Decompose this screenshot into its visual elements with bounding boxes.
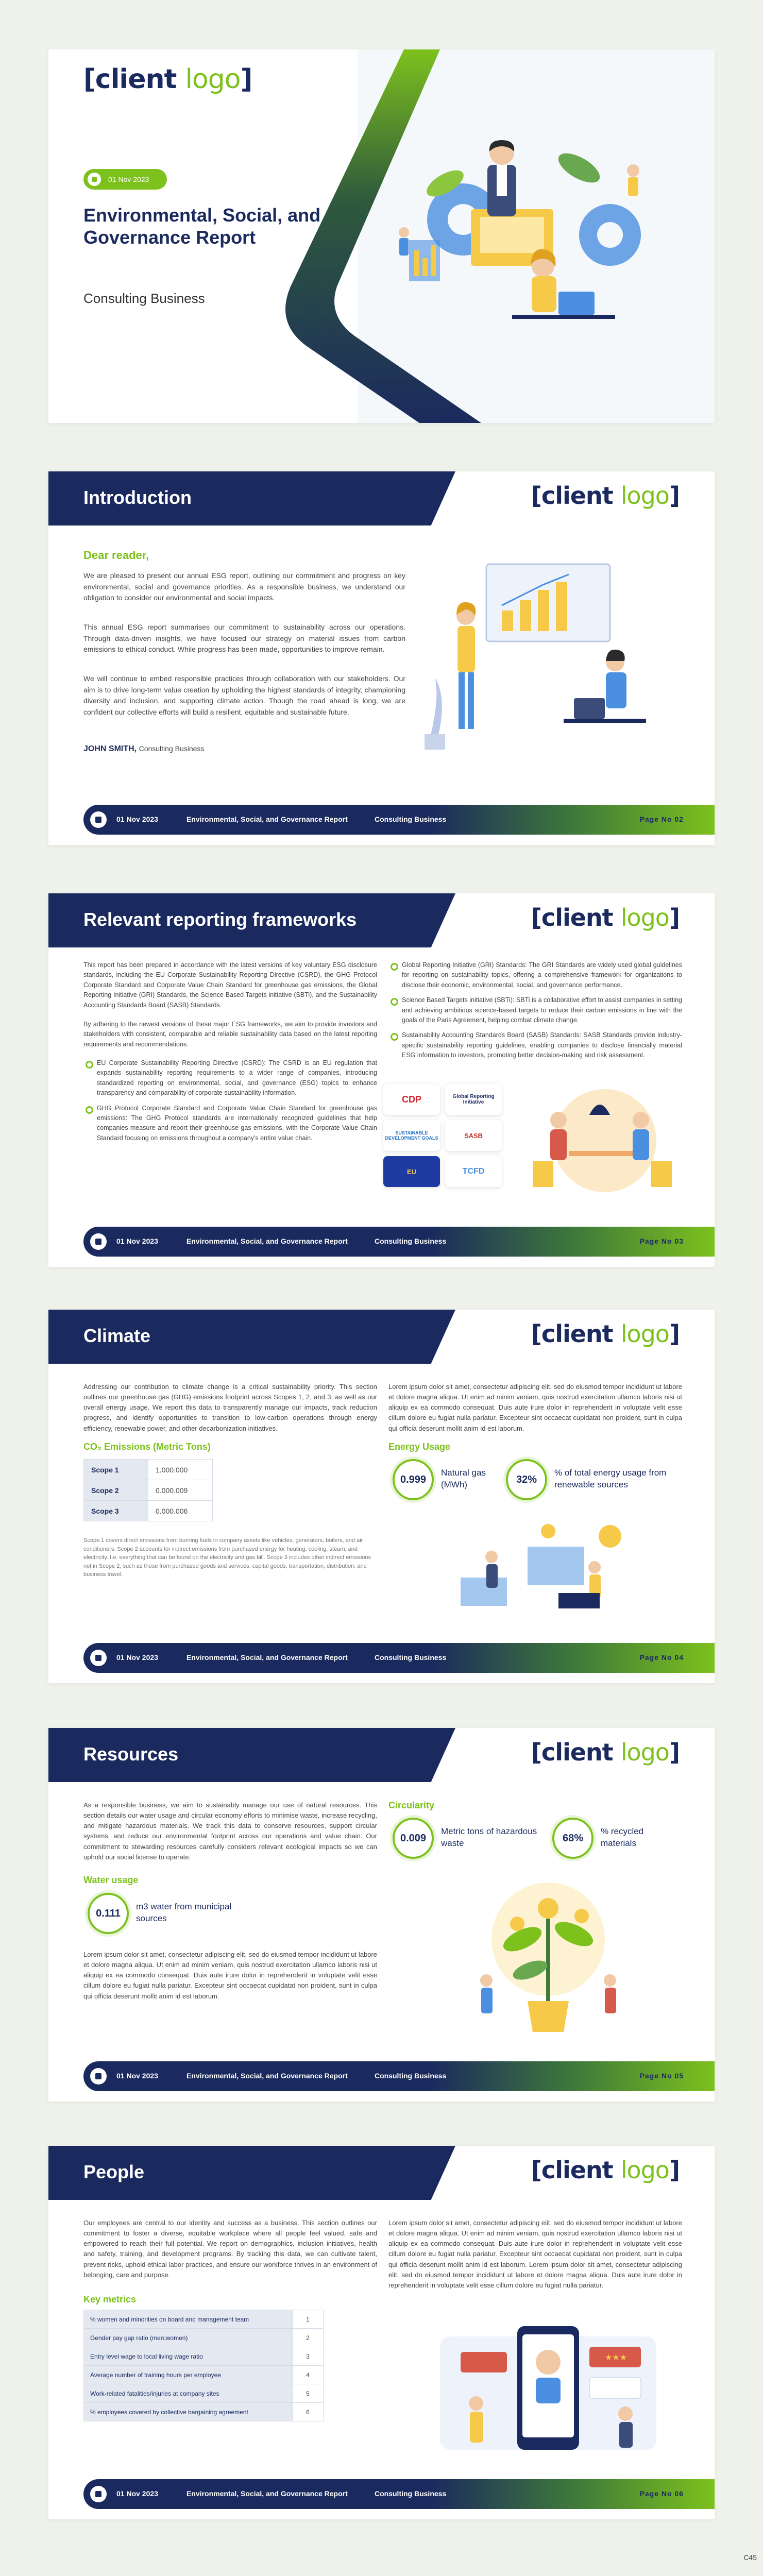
table-row: Entry level wage to local living wage ratio 3 <box>84 2347 324 2366</box>
page-title: People <box>83 2161 145 2182</box>
cover-date-badge: 01 Nov 2023 <box>83 169 167 190</box>
intro-illustration <box>419 554 677 770</box>
bullet-sbti: Science Based Targets initiative (SBTi): SBTi is a collaborative effort to assist companies in setting and achieving ambitious science-based targets to reduce their carbon emissions in line with the goals of the Paris Agreement, helping combat climate change. <box>388 995 682 1025</box>
people-lorem: Lorem ipsum dolor sit amet, consectetur adipiscing elit, sed do eiusmod tempor incididunt ut labore et dolore magna aliqua. Ut enim ad minim veniam, quis nostrud exercitation ullamco laboris nisi ut aliquip ex ea commodo consequat. Duis aute irure dolor in reprehenderit in voluptate velit esse cillum dolore eu fugiat nulla pariatur. Excepteur sint occaecat cupidatat non proident, sunt in culpa qui officia deserunt mollit anim id est laborum. Lorem ipsum dolor sit amet, consectetur adipiscing elit, sed do eiusmod tempor incididunt ut labore et dolore magna aliqua. Duis aute irure dolor in reprehenderit in voluptate velit esse cillum dolore eu fugiat nulla pariatur. <box>388 2219 682 2289</box>
badge-tcfd: TCFD <box>445 1156 502 1187</box>
client-logo: [client logo] <box>83 64 252 95</box>
climate-illustration <box>440 1516 656 1619</box>
resources-lorem: Lorem ipsum dolor sit amet, consectetur adipiscing elit, sed do eiusmod tempor incididunt ut labore et dolore magna aliqua. Ut enim ad minim veniam, quis nostrud exercitation ullamco laboris nisi ut aliquip ex ea commodo consequat. Duis aute irure dolor in reprehenderit in voluptate velit esse cillum dolore eu fugiat nulla pariatur. Excepteur sint occaecat cupidatat non proident, sunt in culpa qui officia deserunt mollit anim id est laborum. <box>83 1951 377 2000</box>
badge-sasb: SASB <box>445 1120 502 1151</box>
intro-paragraph-2: This annual ESG report summarises our commitment to sustainability across our operations. Through data-driven insights, we have focused our strategy on material issues from carbon emissions to ethical conduct. While progress has been made, opportunities to improve remain. <box>83 623 405 654</box>
hazardous-label: Metric tons of hazardous waste <box>441 1826 537 1848</box>
table-row: % women and minorities on board and management team 1 <box>84 2310 324 2329</box>
cover-title: Environmental, Social, and Governance Report <box>83 205 321 248</box>
natural-gas-label: Natural gas (MWh) <box>441 1468 486 1489</box>
table-row: Scope 3 0.000.006 <box>84 1501 213 1521</box>
calendar-icon <box>90 2486 107 2502</box>
people-page <box>48 2146 715 2519</box>
resources-illustration <box>440 1877 656 2042</box>
recycled-label: % recycled materials <box>601 1826 644 1848</box>
page-footer: 01 Nov 2023 Environmental, Social, and Governance Report Consulting Business Page No 02 <box>83 805 715 835</box>
introduction-page <box>48 471 715 845</box>
page-footer: 01 Nov 2023 Environmental, Social, and Governance Report Consulting Business Page No 03 <box>83 1227 715 1257</box>
greeting: Dear reader, <box>83 549 149 562</box>
intro-paragraph-3: We will continue to embed responsible practices through collaboration with our stakeholders. Our aim is to drive long-term value creation by upholding the highest standards of integrity, championing diversity and inclusion, and supporting climate action. Though the road ahead is long, we are confident our collective efforts will build a resilient, equitable and sustainable future. <box>83 674 405 717</box>
bullet-gri: Global Reporting Initiative (GRI) Standards: The GRI Standards are widely used global guidelines for reporting on sustainability topics, offering a comprehensive framework for organizations to disclose their economic, environmental, social, and governance performance. <box>388 960 682 990</box>
page-title: Resources <box>83 1743 179 1765</box>
key-metrics-table <box>83 2310 324 2421</box>
calendar-icon <box>90 2068 107 2084</box>
page-footer: 01 Nov 2023 Environmental, Social, and Governance Report Consulting Business Page No 05 <box>83 2061 715 2091</box>
table-row: Gender pay gap ratio (men:women) 2 <box>84 2329 324 2347</box>
table-row: Average number of training hours per employee 4 <box>84 2366 324 2384</box>
calendar-icon <box>90 1650 107 1666</box>
table-row: % employees covered by collective bargaining agreement 6 <box>84 2403 324 2421</box>
renewable-label: % of total energy usage from renewable sources <box>554 1468 667 1489</box>
signature: JOHN SMITH, Consulting Business <box>83 744 205 753</box>
svg-text:★★★: ★★★ <box>605 2352 628 2362</box>
scope-table <box>83 1459 213 1521</box>
badge-cdp: CDP <box>383 1084 440 1115</box>
client-logo: [client logo] <box>531 482 680 510</box>
frameworks-left-bullets <box>83 1058 377 1148</box>
page-number: Page No 03 <box>639 1237 684 1245</box>
page-number: Page No 06 <box>639 2489 684 2498</box>
key-metrics-title: Key metrics <box>83 2294 137 2304</box>
bullet-sasb: Sustainability Accounting Standards Board (SASB) Standards: SASB Standards provide industry-specific sustainability reporting guidelines, enabling companies to disclose financially material ESG information to investors, promoting better decision-making and risk assessment. <box>388 1030 682 1060</box>
energy-title: Energy Usage <box>388 1442 451 1452</box>
cover-subtitle: Consulting Business <box>83 291 205 306</box>
client-logo: [client logo] <box>531 1738 680 1766</box>
people-intro: Our employees are central to our identity and success as a business. This section outlines our commitment to foster a diverse, equitable workplace where all people feel valued, safe and empowered to reach their full potential. We report on demographics, inclusion initiatives, health and safety, training, and development programs. By tracking this data, we can cultivate talent, prevent risks, uphold ethical labor practices, and ensure our workforce thrives in an environment of belonging, care and purpose. <box>83 2219 377 2279</box>
resources-page <box>48 1728 715 2102</box>
water-label: m3 water from municipal sources <box>136 1902 232 1923</box>
calendar-icon <box>90 1233 107 1250</box>
climate-intro: Addressing our contribution to climate change is a critical sustainability priority. This section outlines our greenhouse gas (GHG) emissions footprint across Scopes 1, 2, and 3, as well as our overall energy usage. We report this data to transparently manage our impacts, track reduction progress, and identify opportunities to transition to low-carbon operations through energy efficiency, renewable power, and other decarbonization initiatives. <box>83 1383 377 1432</box>
page-footer: 01 Nov 2023 Environmental, Social, and Governance Report Consulting Business Page No 06 <box>83 2479 715 2509</box>
bullet-csrd: EU Corporate Sustainability Reporting Directive (CSRD): The CSRD is an EU regulation that expands sustainability reporting requirements to a wider range of companies, introducing standardized reporting on environmental, social, and governance (ESG) topics to enhance transparency and comparability of corporate sustainability information. <box>83 1058 377 1098</box>
scope-note: Scope 1 covers direct emissions from burning fuels in company assets like vehicles, generators, boilers, and air conditioners. Scope 2 accounts for indirect emissions from purchased energy for heating, cooling, steam, and electricity. I.e. everything that can be found on the electricity and gas bill. Scope 3 includes other indirect emissions not in Scope 2, such as those from purchased goods and services, capital goods, transportation, distribution, and business travel. <box>83 1537 371 1578</box>
page-number: Page No 02 <box>639 815 684 823</box>
emissions-title: CO₂ Emissions (Metric Tons) <box>83 1442 211 1452</box>
natural-gas-circle: 0.999 <box>393 1459 434 1500</box>
hazardous-circle: 0.009 <box>393 1818 434 1859</box>
frameworks-illustration <box>512 1084 687 1197</box>
client-logo: [client logo] <box>531 2156 680 2184</box>
page-number: Page No 04 <box>639 1653 684 1662</box>
badge-eu: EU <box>383 1156 440 1187</box>
circularity-title: Circularity <box>388 1800 435 1810</box>
badge-gri: Global Reporting Initiative <box>445 1084 502 1115</box>
page-title: Introduction <box>83 487 192 508</box>
badge-sdg: SUSTAINABLE DEVELOPMENT GOALS <box>383 1120 440 1151</box>
climate-page <box>48 1310 715 1683</box>
page-title: Climate <box>83 1325 151 1346</box>
intro-paragraph-1: We are pleased to present our annual ESG report, outlining our commitment and progress on key environmental, social and governance priorities. As a responsible business, we understand our obligation to consider our environmental and social impacts. <box>83 571 405 602</box>
page-footer: 01 Nov 2023 Environmental, Social, and Governance Report Consulting Business Page No 04 <box>83 1643 715 1673</box>
table-row: Work-related fatalities/injuries at company sites 5 <box>84 2384 324 2403</box>
template-stamp: C45 <box>743 2553 757 2562</box>
recycled-circle: 68% <box>552 1818 594 1859</box>
table-row: Scope 1 1.000.000 <box>84 1460 213 1480</box>
page-number: Page No 05 <box>639 2072 684 2080</box>
climate-lorem: Lorem ipsum dolor sit amet, consectetur adipiscing elit, sed do eiusmod tempor incididunt ut labore et dolore magna aliqua. Ut enim ad minim veniam, quis nostrud exercitation ullamco laboris nisi ut aliquip ex ea commodo consequat. Duis aute irure dolor in reprehenderit in voluptate velit esse cillum dolore eu fugiat nulla pariatur. Excepteur sint occaecat cupidatat non proident, sunt in culpa qui officia deserunt mollit anim id est laborum. <box>388 1383 682 1432</box>
cover-page <box>48 49 715 423</box>
renewable-circle: 32% <box>506 1459 547 1500</box>
bullet-ghg: GHG Protocol Corporate Standard and Corporate Value Chain Standard for greenhouse gas emissions: The GHG Protocol standards are internationally recognized guidelines that help companies measure and report their greenhouse gas emissions, with the Corporate Value Chain Standard focusing on emissions throughout a company's entire value chain. <box>83 1104 377 1144</box>
client-logo: [client logo] <box>531 904 680 931</box>
calendar-icon <box>90 811 107 828</box>
resources-intro: As a responsible business, we aim to sustainably manage our use of natural resources. This section details our water usage and circular economy efforts to minimise waste, increase recycling, and mitigate hazardous materials. We track this data to conserve resources, support circular systems, and reduce our environmental footprint across our operations and value chain. Our commitment to stewarding resources carefully considers relevant ecological impacts so we can uphold our social license to operate. <box>83 1801 377 1861</box>
client-logo: [client logo] <box>531 1320 680 1348</box>
frameworks-paragraph-2: By adhering to the newest versions of these major ESG frameworks, we aim to provide investors and stakeholders with consistent, comparable and reliable sustainability data based on the latest reporting requirements and recommendations. <box>83 1021 377 1048</box>
water-title: Water usage <box>83 1875 139 1885</box>
table-row: Scope 2 0.000.009 <box>84 1480 213 1501</box>
water-circle: 0.111 <box>88 1893 129 1934</box>
frameworks-paragraph-1: This report has been prepared in accordance with the latest versions of key voluntary ESG disclosure standards, including the EU Corporate Sustainability Reporting Directive (CSRD), the GHG Protocol Corporate Standard and Corporate Value Chain Standard for greenhouse gas emissions, the Global Reporting Initiative (GRI) Standards, the Science Based Targets initiative (SBTi), and the Sustainability Accounting Standards Board (SASB) Standards. <box>83 961 377 1009</box>
frameworks-right-bullets <box>388 960 682 1065</box>
page-title: Relevant reporting frameworks <box>83 909 357 930</box>
people-illustration <box>430 2316 667 2460</box>
cover-illustration <box>48 49 715 423</box>
frameworks-page <box>48 893 715 1267</box>
